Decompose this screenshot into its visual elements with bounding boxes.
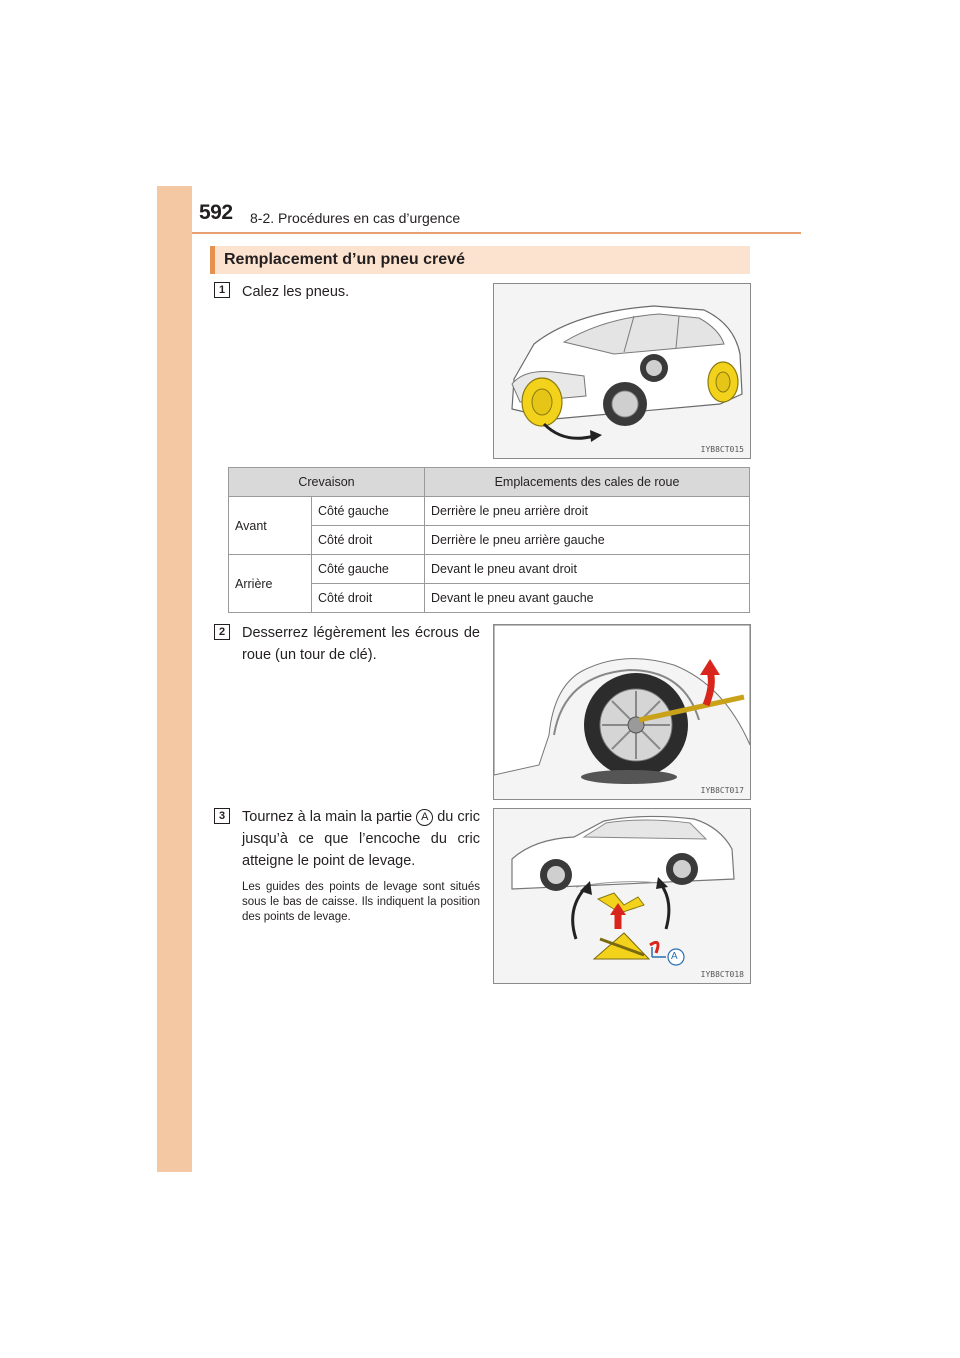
row-side: Côté gauche (312, 497, 425, 526)
row-location: Derrière le pneu arrière droit (425, 497, 750, 526)
step-1-text: Calez les pneus. (242, 284, 350, 300)
row-group-label: Arrière (229, 555, 312, 613)
jack-drawing (494, 809, 750, 983)
step-2-text: Desserrez légèrement les écrous de roue (un tour de clé). (242, 625, 480, 663)
step-3-number: 3 (214, 808, 230, 824)
section-title (210, 246, 750, 274)
header-emplacements: Emplacements des cales de roue (425, 468, 750, 497)
step-2-number: 2 (214, 624, 230, 640)
table-row (229, 497, 750, 526)
side-tab (157, 186, 192, 1172)
page-number: 592 (199, 201, 233, 224)
step-3-text (242, 806, 480, 872)
image-callout-a: A (671, 951, 678, 962)
row-side: Côté gauche (312, 555, 425, 584)
illustration-loosen-nuts (493, 624, 751, 800)
row-location: Derrière le pneu arrière gauche (425, 526, 750, 555)
image-code: IYB8CT015 (700, 445, 744, 454)
image-code: IYB8CT018 (700, 970, 744, 979)
car-chocks-drawing (494, 284, 750, 458)
callout-a-marker: A (416, 809, 433, 826)
section-title-bar (210, 246, 215, 274)
table-row (229, 555, 750, 584)
illustration-jack (493, 808, 751, 984)
row-group-label: Avant (229, 497, 312, 555)
wheel-chock-table (228, 467, 750, 613)
wheel-wrench-drawing (494, 625, 750, 799)
section-title-text: Remplacement d’un pneu crevé (224, 251, 465, 268)
step-3-note: Les guides des points de levage sont situés sous le bas de caisse. Ils indiquent la position des points de levage. (242, 881, 480, 923)
header-rule (192, 232, 801, 234)
row-side: Côté droit (312, 526, 425, 555)
step-3-text-before: Tournez à la main la partie (242, 809, 413, 825)
row-side: Côté droit (312, 584, 425, 613)
chapter-title: 8-2. Procédures en cas d’urgence (250, 210, 461, 226)
row-location: Devant le pneu avant gauche (425, 584, 750, 613)
image-code: IYB8CT017 (700, 786, 744, 795)
table-header-row (229, 468, 750, 497)
step-1-number: 1 (214, 282, 230, 298)
step-3-text-after: du cric jusqu’à ce que l’encoche du cric atteigne le point de levage. (242, 809, 480, 869)
row-location: Devant le pneu avant droit (425, 555, 750, 584)
illustration-wheel-chocks (493, 283, 751, 459)
header-crevaison: Crevaison (229, 468, 425, 497)
